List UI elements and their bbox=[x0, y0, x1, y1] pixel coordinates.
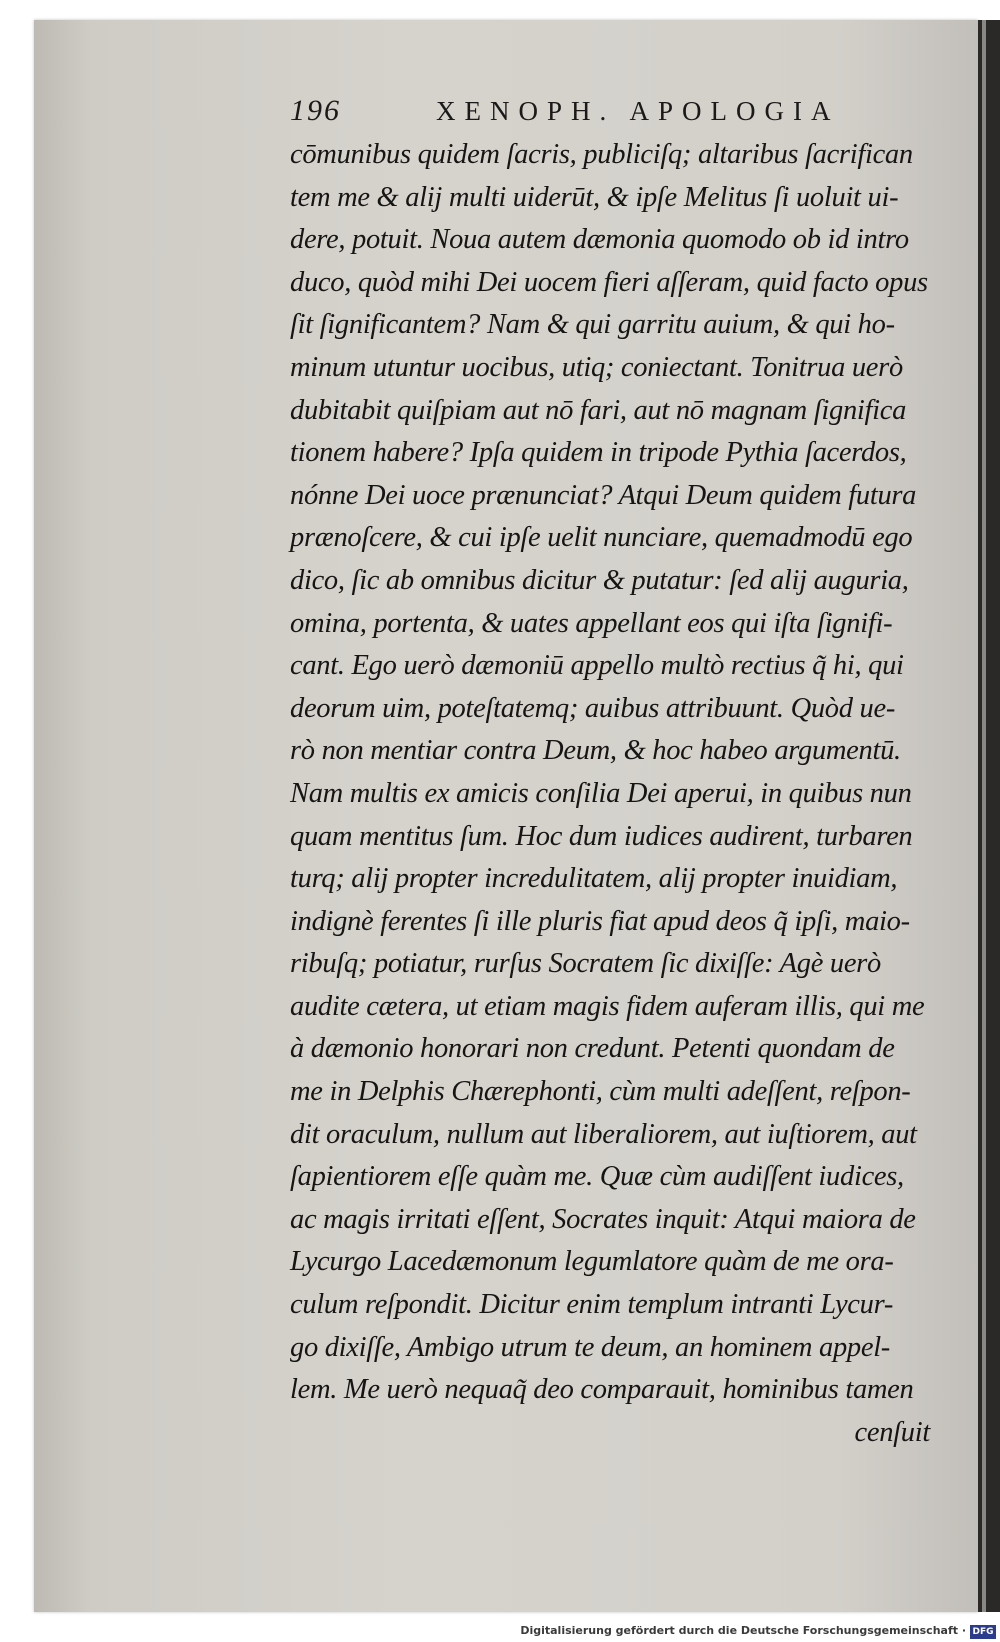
text-line: me in Delphis Chærephonti, cùm multi adeſſent, reſpon- bbox=[290, 1076, 911, 1108]
text-line: Nam multis ex amicis conſilia Dei aperui, in quibus nun bbox=[290, 777, 912, 809]
text-line: duco, quòd mihi Dei uocem fieri aſſeram, quid facto opus bbox=[290, 266, 928, 298]
text-line: cant. Ego uerò dæmoniū appello multò rectius q̃ hi, qui bbox=[290, 650, 904, 682]
funding-credit: Digitalisierung gefördert durch die Deutsche Forschungsgemeinschaft · bbox=[520, 1624, 966, 1637]
page-edge bbox=[978, 20, 1000, 1612]
footer-bar bbox=[0, 1622, 1000, 1642]
text-line: cōmunibus quidem ſacris, publiciſq; altaribus ſacrifican bbox=[290, 139, 913, 170]
text-line: turq; alij propter incredulitatem, alij propter inuidiam, bbox=[290, 863, 898, 895]
text-line: dit oraculum, nullum aut liberaliorem, aut iuſtiorem, aut bbox=[290, 1118, 917, 1150]
text-line: prænoſcere, & cui ipſe uelit nunciare, quemadmodū ego bbox=[290, 522, 913, 554]
text-line: go dixiſſe, Ambigo utrum te deum, an hominem appel- bbox=[290, 1331, 890, 1363]
text-line: culum reſpondit. Dicitur enim templum intranti Lycur- bbox=[290, 1289, 894, 1321]
text-line: minum utuntur uocibus, utiq; coniectant. Tonitrua uerò bbox=[290, 351, 903, 383]
text-line: ac magis irritati eſſent, Socrates inquit: Atqui maiora de bbox=[290, 1203, 916, 1235]
text-line: indignè ferentes ſi ille pluris fiat apud deos q̃ ipſi, maio- bbox=[290, 905, 910, 937]
text-line: lem. Me uerò nequaq̃ deo comparauit, hominibus tamen bbox=[290, 1374, 914, 1406]
text-line: tionem habere? Ipſa quidem in tripode Pythia ſacerdos, bbox=[290, 437, 907, 469]
text-line: Lycurgo Lacedæmonum legumlatore quàm de me ora- bbox=[290, 1246, 894, 1278]
catchword: cenſuit bbox=[854, 1416, 930, 1448]
text-line: tem me & alij multi uiderūt, & ipſe Melitus ſi uoluit ui- bbox=[290, 181, 899, 213]
text-line: rò non mentiar contra Deum, & hoc habeo argumentū. bbox=[290, 735, 901, 767]
text-line: ſapientiorem eſſe quàm me. Quæ cùm audiſſent iudices, bbox=[290, 1161, 904, 1193]
text-line: dico, ſic ab omnibus dicitur & putatur: ſed alij auguria, bbox=[290, 564, 909, 596]
running-title: XENOPH. APOLOGIA bbox=[436, 96, 840, 126]
text-line: audite cætera, ut etiam magis fidem auferam illis, qui me bbox=[290, 990, 925, 1022]
text-line: ribuſq; potiatur, rurſus Socratem ſic dixiſſe: Agè uerò bbox=[290, 948, 881, 980]
text-line: dere, potuit. Noua autem dæmonia quomodo ob id intro bbox=[290, 224, 909, 256]
text-line: nónne Dei uoce prænunciat? Atqui Deum quidem futura bbox=[290, 479, 917, 511]
page-number: 196 bbox=[290, 94, 341, 127]
text-line: omina, portenta, & uates appellant eos qui iſta ſignifi- bbox=[290, 607, 893, 639]
text-line: quam mentitus ſum. Hoc dum iudices audirent, turbaren bbox=[290, 820, 913, 852]
text-line: à dæmonio honorari non credunt. Petenti quondam de bbox=[290, 1033, 895, 1065]
text-line: ſit ſignificantem? Nam & qui garritu auium, & qui ho- bbox=[290, 309, 895, 341]
dfg-logo: DFG bbox=[970, 1625, 996, 1639]
running-head bbox=[290, 94, 930, 134]
text-line: deorum uim, poteſtatemq; auibus attribuunt. Quòd ue- bbox=[290, 692, 896, 724]
body-text bbox=[290, 134, 958, 1454]
text-line: dubitabit quiſpiam aut nō fari, aut nō magnam ſignifica bbox=[290, 394, 907, 426]
